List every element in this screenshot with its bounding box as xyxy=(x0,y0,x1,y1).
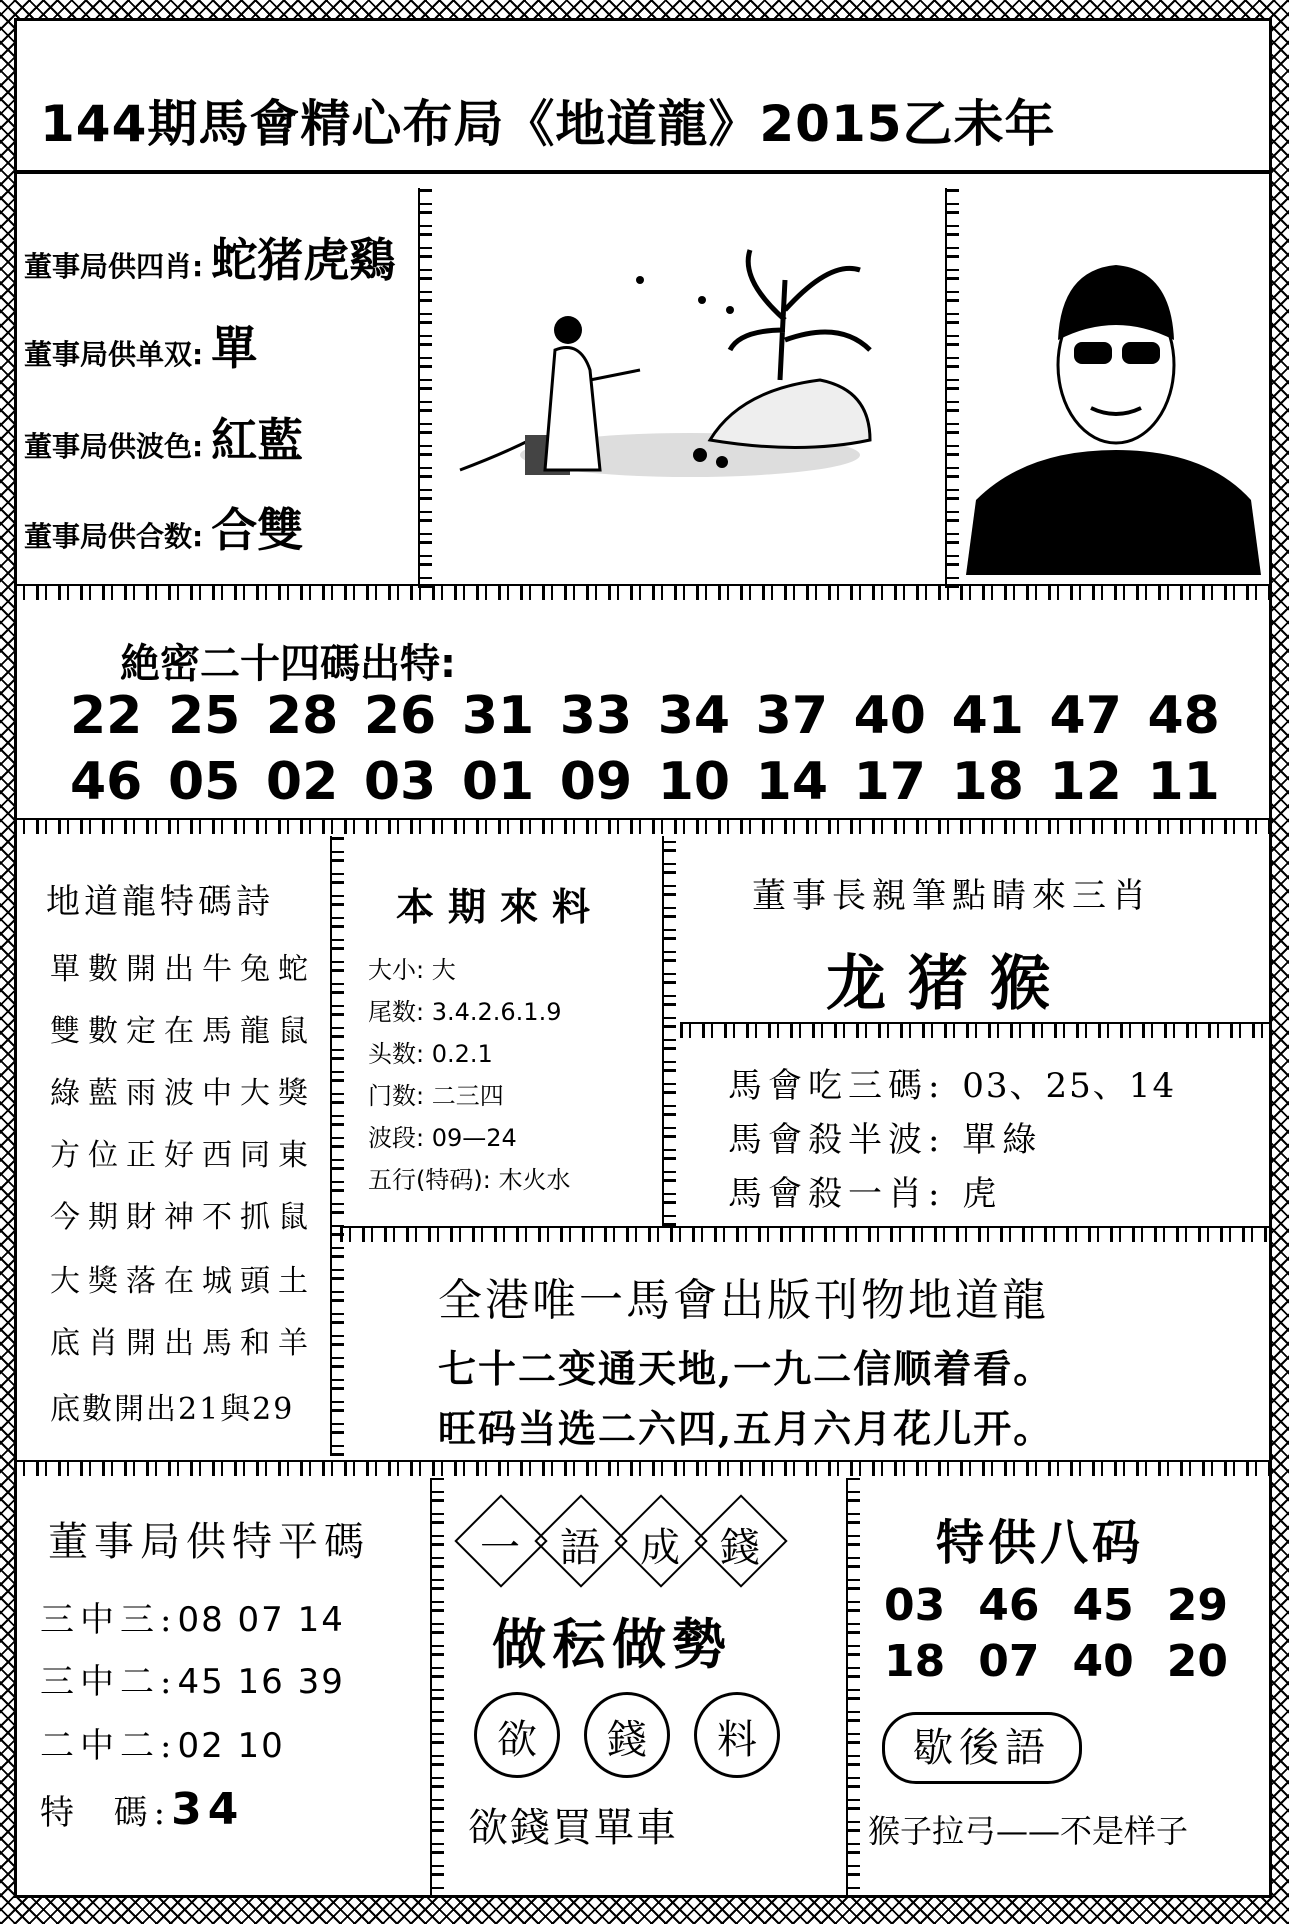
poem-line: 今期財神不抓鼠 xyxy=(50,1200,316,1235)
number-cell: 41 xyxy=(951,686,1024,746)
eight-row-1 xyxy=(884,1580,1228,1631)
ink-painting-illustration xyxy=(440,240,940,520)
flat-value: 34 xyxy=(171,1784,245,1835)
poem-line: 雙數定在馬龍鼠 xyxy=(50,1014,316,1049)
eat-value: 03、25、14 xyxy=(962,1066,1177,1106)
kill-one-label: 馬會殺一肖: xyxy=(728,1174,946,1214)
number-cell: 22 xyxy=(70,686,143,746)
number-cell: 11 xyxy=(1147,752,1220,812)
kill-half-label: 馬會殺半波: xyxy=(728,1120,946,1160)
vine-divider xyxy=(330,836,344,1456)
flat-label: 三中三: xyxy=(40,1600,178,1640)
vine-divider xyxy=(680,1022,1272,1038)
flat-row xyxy=(40,1654,345,1703)
title-divider xyxy=(14,170,1272,174)
vine-divider xyxy=(430,1478,444,1898)
info-line: 头数: 0.2.1 xyxy=(368,1040,493,1068)
provision-row xyxy=(24,224,395,290)
secret-title: 絶密二十四碼出特: xyxy=(120,641,456,687)
vine-divider xyxy=(14,1460,1272,1476)
three-title: 董事長親筆點睛來三肖 xyxy=(752,876,1152,916)
vine-divider xyxy=(14,818,1272,834)
circle-char: 料 xyxy=(717,1717,757,1763)
provision-row xyxy=(24,404,303,470)
flat-row xyxy=(40,1592,345,1641)
number-cell: 29 xyxy=(1166,1580,1228,1631)
number-cell: 47 xyxy=(1049,686,1122,746)
number-cell: 31 xyxy=(461,686,535,746)
number-cell: 09 xyxy=(559,752,633,812)
provision-value: 合雙 xyxy=(211,503,304,557)
flat-label: 二中二: xyxy=(40,1726,178,1766)
kill-one-value: 虎 xyxy=(962,1174,1003,1214)
number-cell: 18 xyxy=(884,1636,946,1687)
number-cell: 37 xyxy=(755,686,829,746)
kill-half-row xyxy=(728,1112,1042,1161)
poem-line: 大獎落在城頭土 xyxy=(50,1264,316,1299)
number-cell: 34 xyxy=(657,686,731,746)
phrase-footer: 欲錢買單車 xyxy=(468,1805,678,1851)
vine-divider xyxy=(662,836,676,1226)
number-cell: 05 xyxy=(167,752,241,812)
poem-line: 底肖開出馬和羊 xyxy=(50,1326,316,1361)
diamond-char: 成 xyxy=(640,1525,680,1571)
diamond-char: 錢 xyxy=(720,1525,760,1571)
circle-char: 欲 xyxy=(497,1717,537,1763)
kill-half-value: 單綠 xyxy=(962,1120,1043,1160)
number-cell: 48 xyxy=(1147,686,1220,746)
provision-row xyxy=(24,494,303,560)
eight-row-2 xyxy=(884,1636,1228,1687)
flat-label: 三中二: xyxy=(40,1662,178,1702)
provision-label: 董事局供波色: xyxy=(24,430,204,463)
banner-line-3: 旺码当选二六四,五月六月花儿开。 xyxy=(438,1406,1054,1451)
number-cell: 40 xyxy=(853,686,926,746)
number-cell: 18 xyxy=(951,752,1024,812)
page-title: 144期馬會精心布局《地道龍》2015乙未年 xyxy=(40,95,1056,153)
provision-label: 董事局供合数: xyxy=(24,520,204,553)
number-cell: 14 xyxy=(755,752,829,812)
eat-label: 馬會吃三碼: xyxy=(728,1066,946,1106)
secret-row-1 xyxy=(70,686,1220,746)
saying-badge: 歇後語 xyxy=(882,1712,1082,1784)
number-cell: 03 xyxy=(363,752,437,812)
number-cell: 33 xyxy=(559,686,633,746)
diamond-char: 一 xyxy=(480,1525,520,1571)
number-cell: 01 xyxy=(461,752,535,812)
kill-one-row xyxy=(728,1166,1002,1215)
saying-text: 猴子拉弓——不是样子 xyxy=(868,1812,1189,1850)
number-cell: 40 xyxy=(1072,1636,1134,1687)
number-cell: 07 xyxy=(978,1636,1040,1687)
info-line: 波段: 09—24 xyxy=(368,1124,517,1152)
number-cell: 46 xyxy=(70,752,143,812)
provision-row xyxy=(24,312,257,378)
phrase-slogan: 做秐做勢 xyxy=(492,1612,732,1676)
flat-value: 08 07 14 xyxy=(177,1600,345,1640)
secret-row-2 xyxy=(70,752,1220,812)
info-line: 门数: 二三四 xyxy=(368,1082,504,1110)
vine-divider xyxy=(846,1478,860,1898)
vine-divider xyxy=(418,188,432,588)
provision-value: 紅藍 xyxy=(211,413,304,467)
poem-line: 單數開出牛兔蛇 xyxy=(50,952,316,987)
number-cell: 26 xyxy=(363,686,437,746)
flat-value: 45 16 39 xyxy=(177,1662,345,1702)
portrait-photo xyxy=(966,230,1261,575)
provision-value: 單 xyxy=(211,321,258,375)
vine-divider xyxy=(945,188,959,588)
number-cell: 20 xyxy=(1166,1636,1228,1687)
poem-line: 底數開出21與29 xyxy=(50,1392,295,1427)
diamond-char: 語 xyxy=(560,1525,600,1571)
poem-line: 綠藍雨波中大獎 xyxy=(50,1076,316,1111)
poem-line: 方位正好西同東 xyxy=(50,1138,316,1173)
number-cell: 45 xyxy=(1072,1580,1134,1631)
provision-value: 蛇猪虎鷄 xyxy=(211,233,396,287)
flat-value: 02 10 xyxy=(177,1726,285,1766)
number-cell: 03 xyxy=(884,1580,946,1631)
vine-divider xyxy=(340,1226,1272,1242)
provision-label: 董事局供单双: xyxy=(24,338,204,371)
number-cell: 46 xyxy=(978,1580,1040,1631)
eight-title: 特供八码 xyxy=(936,1515,1145,1571)
number-cell: 10 xyxy=(657,752,731,812)
banner-line-1: 全港唯一馬會出版刊物地道龍 xyxy=(438,1275,1049,1326)
poem-title: 地道龍特碼詩 xyxy=(46,882,274,922)
number-cell: 02 xyxy=(265,752,339,812)
flat-label: 特 碼: xyxy=(40,1793,172,1833)
info-line: 尾数: 3.4.2.6.1.9 xyxy=(368,998,562,1026)
number-cell: 17 xyxy=(853,752,926,812)
number-cell: 12 xyxy=(1049,752,1122,812)
flat-row xyxy=(40,1718,285,1767)
number-cell: 25 xyxy=(167,686,241,746)
eat-row xyxy=(728,1058,1176,1107)
info-line: 大小: 大 xyxy=(368,956,456,984)
flat-row xyxy=(40,1784,244,1835)
flat-title: 董事局供特平碼 xyxy=(48,1519,370,1565)
info-line: 五行(特码): 木火水 xyxy=(368,1166,571,1194)
provision-label: 董事局供四肖: xyxy=(24,250,204,283)
vine-divider xyxy=(14,584,1272,600)
info-title: 本期來料 xyxy=(396,884,605,929)
number-cell: 28 xyxy=(265,686,339,746)
circle-char: 錢 xyxy=(607,1717,647,1763)
three-animals: 龙猪猴 xyxy=(826,949,1072,1019)
banner-line-2: 七十二变通天地,一九二信顺着看。 xyxy=(438,1346,1054,1391)
